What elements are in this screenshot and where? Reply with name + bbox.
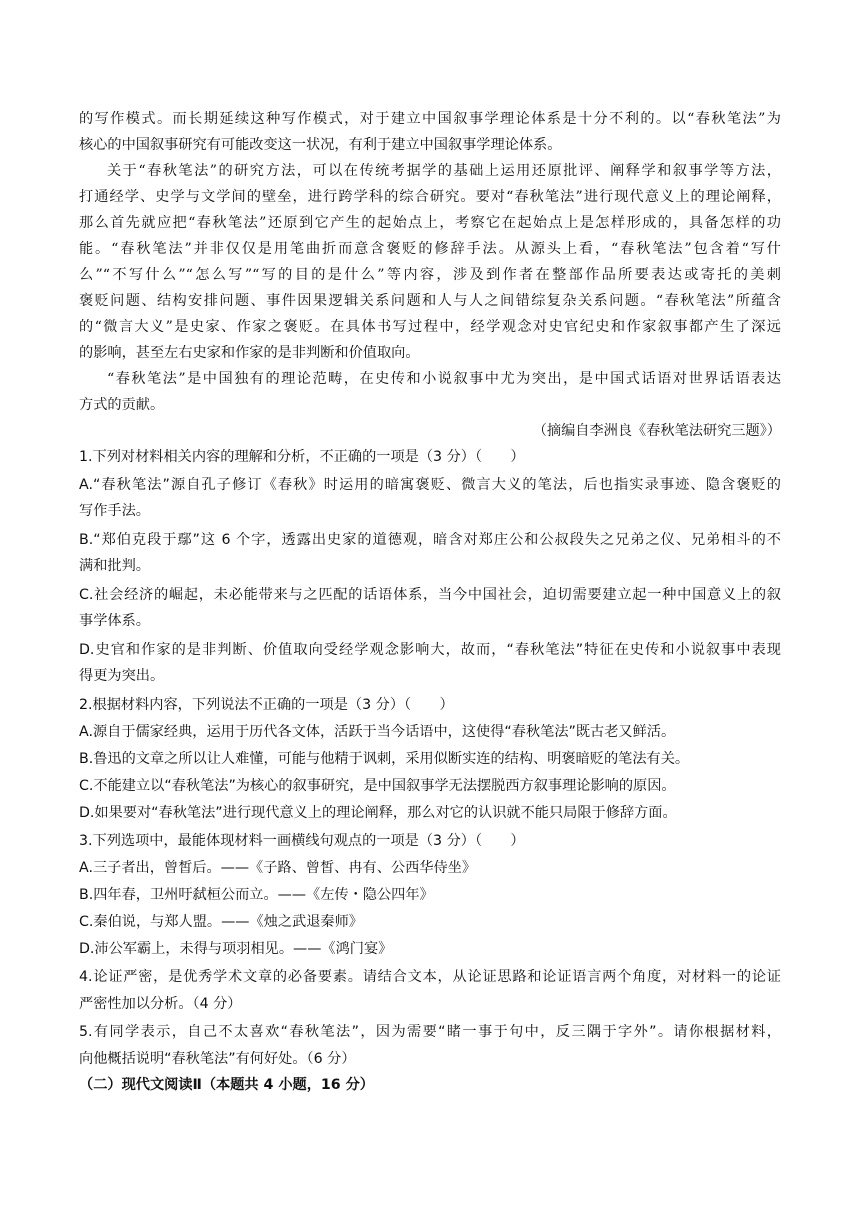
- section-heading: （二）现代文阅读Ⅱ（本题共 4 小题，16 分）: [79, 1077, 374, 1093]
- question-1-stem: 1.下列对材料相关内容的理解和分析，不正确的一项是（3 分）（ ）: [79, 449, 525, 465]
- passage-line: 的“微言大义”是史家、作家之褒贬。在具体书写过程中，经学观念对史官纪史和作家叙事都产生了深远: [79, 319, 781, 335]
- question-2-stem: 2.根据材料内容，下列说法不正确的一项是（3 分）（ ）: [79, 697, 454, 713]
- question-2-option-b: B.鲁迅的文章之所以让人难懂，可能与他精于讽刺，采用似断实连的结构、明褒暗贬的笔法有关。: [79, 751, 690, 767]
- passage-line: 的影响，甚至左右史家和作家的是非判断和价值取向。: [79, 345, 420, 361]
- passage-line: 那么首先就应把“春秋笔法”还原到它产生的起始点上，考察它在起始点上是怎样形成的，具备怎样的功: [79, 215, 781, 231]
- passage-line: 打通经学、史学与文学间的壁垒，进行跨学科的综合研究。要对“春秋笔法”进行现代意义上的理论阐释，: [79, 189, 781, 205]
- question-1-option-c: C.社会经济的崛起，未必能带来与之匹配的话语体系，当今中国社会，迫切需要建立起一种中国意义上的叙: [79, 587, 781, 603]
- passage-line: 关于“春秋笔法”的研究方法，可以在传统考据学的基础上运用还原批评、阐释学和叙事学等方法，: [107, 163, 781, 179]
- question-1-option-a-cont: 写作手法。: [79, 503, 150, 519]
- source-citation: （摘编自李洲良《春秋笔法研究三题》）: [532, 423, 781, 439]
- question-2-option-d: D.如果要对“春秋笔法”进行现代意义上的理论阐释，那么对它的认识就不能只局限于修辞方面。: [79, 805, 677, 821]
- passage-line: 核心的中国叙事研究有可能改变这一状况，有利于建立中国叙事学理论体系。: [79, 137, 562, 153]
- passage-line: 褒贬问题、结构安排问题、事件因果逻辑关系问题和人与人之间错综复杂关系问题。“春秋笔法”所蕴含: [79, 293, 781, 309]
- question-3-option-d: D.沛公军霸上，未得与项羽相见。——《鸿门宴》: [79, 941, 393, 957]
- question-1-option-d: D.史官和作家的是非判断、价值取向受经学观念影响大，故而，“春秋笔法”特征在史传和小说叙事中表现: [79, 642, 781, 658]
- passage-line: “春秋笔法”是中国独有的理论范畴，在史传和小说叙事中尤为突出，是中国式话语对世界话语表达: [107, 371, 781, 387]
- question-3-option-b: B.四年春，卫州吁弑桓公而立。——《左传・隐公四年》: [79, 887, 434, 903]
- question-4: 4.论证严密，是优秀学术文章的必备要素。请结合文本，从论证思路和论证语言两个角度，对材料一的论证: [79, 969, 781, 985]
- question-1-option-b: B.“郑伯克段于鄢”这 6 个字，透露出史家的道德观，暗含对郑庄公和公叔段失之兄弟之仪、兄弟相斗的不: [79, 532, 781, 548]
- passage-line: 的写作模式。而长期延续这种写作模式，对于建立中国叙事学理论体系是十分不利的。以“春秋笔法”为: [79, 111, 781, 127]
- question-4-cont: 严密性加以分析。（4 分）: [79, 996, 242, 1012]
- passage-line: 能。“春秋笔法”并非仅仅是用笔曲折而意含褒贬的修辞手法。从源头上看，“春秋笔法”包含着“写什: [79, 241, 781, 257]
- question-1-option-c-cont: 事学体系。: [79, 613, 150, 629]
- question-1-option-b-cont: 满和批判。: [79, 558, 150, 574]
- question-3-option-c: C.秦伯说，与郑人盟。——《烛之武退秦师》: [79, 914, 363, 930]
- passage-line: 么”“不写什么”“怎么写”“写的目的是什么”等内容，涉及到作者在整部作品所要表达或寄托的美刺: [79, 267, 781, 283]
- question-3-option-a: A.三子者出，曾皙后。——《子路、曾皙、冉有、公西华侍坐》: [79, 860, 477, 876]
- question-2-option-c: C.不能建立以“春秋笔法”为核心的叙事研究，是中国叙事学无法摆脱西方叙事理论影响的原因。: [79, 778, 676, 794]
- question-2-option-a: A.源自于儒家经典，运用于历代各文体，活跃于当今话语中，这使得“春秋笔法”既古老又鲜活。: [79, 724, 676, 740]
- passage-line: 方式的贡献。: [79, 397, 165, 413]
- question-1-option-d-cont: 得更为突出。: [79, 668, 165, 684]
- question-1-option-a: A.“春秋笔法”源自孔子修订《春秋》时运用的暗寓褒贬、微言大义的笔法，后也指实录事迹、隐含褒贬的: [79, 477, 781, 493]
- question-3-stem: 3.下列选项中，最能体现材料一画横线句观点的一项是（3 分）（ ）: [79, 833, 525, 849]
- question-5: 5.有同学表示，自己不太喜欢“春秋笔法”，因为需要“睹一事于句中，反三隅于字外”。请你根据材料，: [79, 1024, 781, 1040]
- question-5-cont: 向他概括说明“春秋笔法”有何好处。（6 分）: [79, 1051, 356, 1067]
